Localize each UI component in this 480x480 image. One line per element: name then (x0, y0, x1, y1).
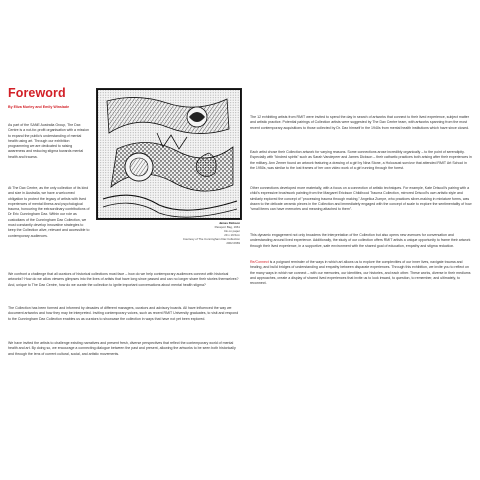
intro-paragraph-2: At The Dax Centre, as the only collection of its kind and size in Australia, we have a welcomed obligation to protect the legacy of artists with lived experiences of mental illness and psychological trauma, honouring the extraordinary contributions of Dr Eric Cunningham Dax. Within our role as custodians of the Cunningham Dax Collection, we must constantly develop innovative strategies to keep the Collection alive, relevant and accessible to contemporary audiences. (8, 186, 90, 238)
right-paragraph-4: This dynamic engagement not only broadens the interpretation of the Collection but also opens new avenues for conversation and understanding around lived experience. Additionally, the study of our collection offers RMIT artists a unique opportunity to frame their artwork through their lived experience, in a supportive, safe environment with the shared goal of education, empathy and stigma reduction. (250, 233, 471, 248)
artwork-image (96, 88, 242, 220)
right-paragraph-5 (250, 260, 472, 286)
caption-size: 29 x 19.5cm (224, 233, 240, 237)
caption-credit: Courtesy of The Cunningham Dax Collection (182, 237, 240, 241)
body-paragraph-3: We have invited the artists to challenge existing narratives and present fresh, diverse perspectives that reflect the contemporary world of mental health and art. By doing so, we encourage a connecting dialogue between the past and present, allowing the artworks to be seen both historically and through the lens of current cultural, social, and artistic movements. (8, 341, 236, 356)
artwork-drawing (97, 89, 241, 219)
right-paragraph-3: Other connections developed more materially, with a focus on a connection of artistic techniques. For example, Kate Driscoll's pairing with a child's expressive brushwork painting from the Margaret Erickson Childhood Trauma Collection, mirrored Driscoll's own artistic style and similarly explored the concept of "processing trauma through making." Angelica Zumpe, who practices silver-making in miniature forms, was drawn to the delicate ceramic pieces in the Collection and immediately engaged with the concept of scale to explore the sentimentality of how "small items can have memories and meaning attached to them". (250, 186, 472, 212)
caption-title: Passport Bag, 1961 (214, 225, 240, 229)
body-paragraph-2: The Collection has been formed and informed by decades of different managers, curators and advisory boards. All have influenced the way we document artworks and how they may be interpreted. Inviting contemporary voices, such as recent RMIT University graduates, to visit and respond to the Cunningham Dax Collection enables us as curators to showcase the collection in ways that have not yet been explored. (8, 306, 239, 321)
page-title: Foreword (8, 86, 66, 100)
author-byline: By Eliza Murley and Emily Winslade (8, 105, 70, 109)
closing-text: is a poignant reminder of the ways in which art allows us to explore the complexities of our inner lives, navigate trauma and healing, and build bridges of understanding and empathy between disparate experiences. Through this exhibition, we invite you to reflect on the many ways in which we connect – with our memories, our identities, our histories, and each other. These works, diverse in their mediums and approaches, create a display of shared lived experiences that invite us to look inward, to question, to remember, and ultimately, to reconnect. (250, 260, 471, 286)
exhibition-name: Re/Connect (250, 260, 269, 264)
caption-accession: 2002.0969 (226, 241, 240, 245)
artwork-caption (160, 221, 240, 245)
caption-artist: James Dickson (218, 221, 240, 225)
intro-paragraph-1: As part of the SANE Australia Group, The Dax Centre is a not-for-profit organisation with a mission to expand the public's understanding of mental health using art. Through our exhibition programming we are dedicated to raising awareness and reducing stigma towards mental health and trauma. (8, 123, 90, 159)
body-paragraph-1: We confront a challenge that all curators of historical collections must face – how do we help contemporary audiences connect with historical artworks? How do we allow viewers glimpses into the lives of artists that have long since passed and can no longer share their stories themselves? And, unique to The Dax Centre, how do we curate the collection to ignite important conversations about mental health stigma? (8, 272, 239, 287)
caption-medium: Ink on paper (223, 229, 240, 233)
right-paragraph-2: Each artist chose their Collection artwork for varying reasons. Some connections arose incredibly organically – to the point of serendipity. Especially with "kindred spirits" such as Sarah Vandepeer and James Dickson – their cathartic practices both arising after their experiences in the military. Ann Zemer found an artwork featuring a drawing of a girl by Nina Stone, a Holocaust survivor that attended RMIT Art School in the 1950s, was similar to the lost frames of her own video work of a girl running through the forest. (250, 150, 472, 170)
right-paragraph-1: The 12 exhibiting artists from RMIT were invited to spend the day in search of artworks that connect to their lived experience, subject matter and artistic practice. Potential pairings of Collection artists were suggested by The Dax Centre team, with artworks spanning from the most recent contemporary acquisitions to those collected by Dr. Dax himself in the 1940s from mental health institutions which have since closed. (250, 115, 470, 130)
